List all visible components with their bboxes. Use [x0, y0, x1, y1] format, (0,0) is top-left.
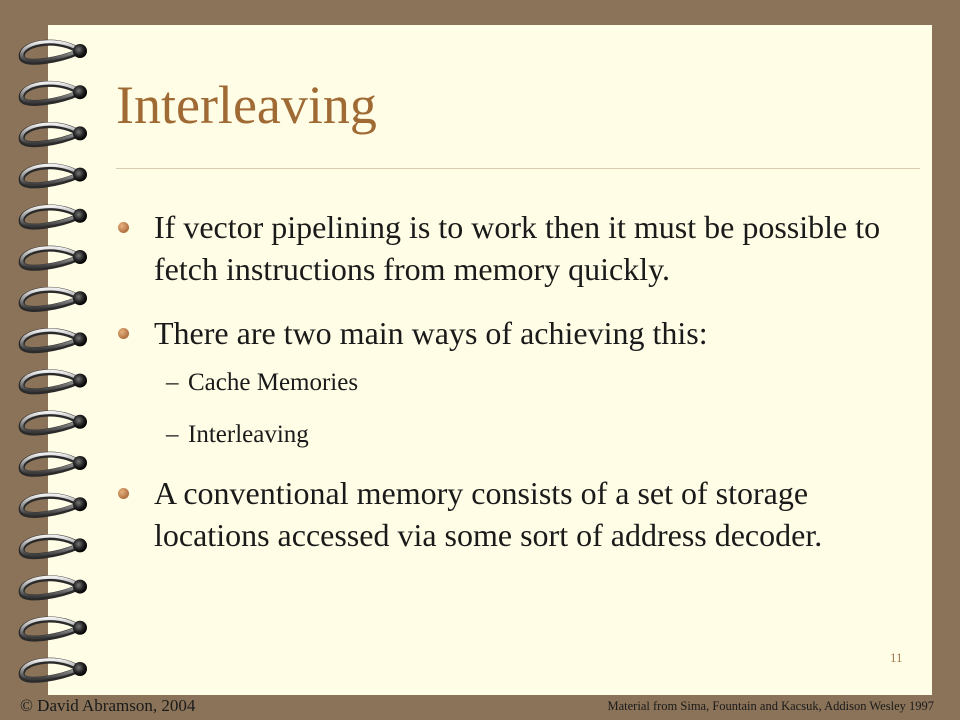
bullet-text: A conventional memory consists of a set of storage locations accessed via some sort of address decoder. [154, 475, 823, 553]
bullet-text: There are two main ways of achieving this: [154, 315, 708, 351]
slide-content [116, 206, 906, 566]
spiral-ring [22, 165, 87, 185]
spiral-ring [22, 42, 87, 62]
bullet-dot-icon [118, 222, 129, 233]
spiral-ring [22, 577, 87, 597]
spiral-ring [22, 83, 87, 103]
sub-item-1 [116, 368, 906, 398]
bullet-dot-icon [118, 488, 129, 499]
spiral-ring [22, 124, 87, 144]
bullet-text: If vector pipelining is to work then it must be possible to fetch instructions from memory quickly. [154, 209, 881, 287]
dash-icon: – [166, 369, 179, 396]
spiral-ring [22, 289, 87, 309]
bullet-item-3 [116, 472, 906, 556]
spiral-ring [22, 454, 87, 474]
spiral-ring [22, 206, 87, 226]
slide-title: Interleaving [116, 75, 377, 135]
spiral-ring [22, 495, 87, 515]
spiral-ring [22, 536, 87, 556]
spiral-ring [22, 330, 87, 350]
bullet-item-1 [116, 206, 906, 290]
source-credit: Material from Sima, Fountain and Kacsuk, Addison Wesley 1997 [607, 699, 934, 713]
spiral-ring [22, 248, 87, 268]
spiral-ring [22, 660, 87, 680]
dash-icon: – [166, 421, 179, 448]
copyright-notice: © David Abramson, 2004 [20, 696, 196, 715]
spiral-ring [22, 371, 87, 391]
sub-item-text: Cache Memories [188, 369, 359, 396]
title-divider [116, 168, 920, 169]
spiral-ring [22, 618, 87, 638]
spiral-binding-icon [0, 30, 100, 690]
sub-item-2 [116, 420, 906, 450]
bullet-item-2 [116, 312, 906, 354]
page-number: 11 [890, 650, 903, 665]
bullet-dot-icon [118, 328, 129, 339]
sub-item-text: Interleaving [188, 421, 309, 448]
spiral-ring [22, 412, 87, 432]
